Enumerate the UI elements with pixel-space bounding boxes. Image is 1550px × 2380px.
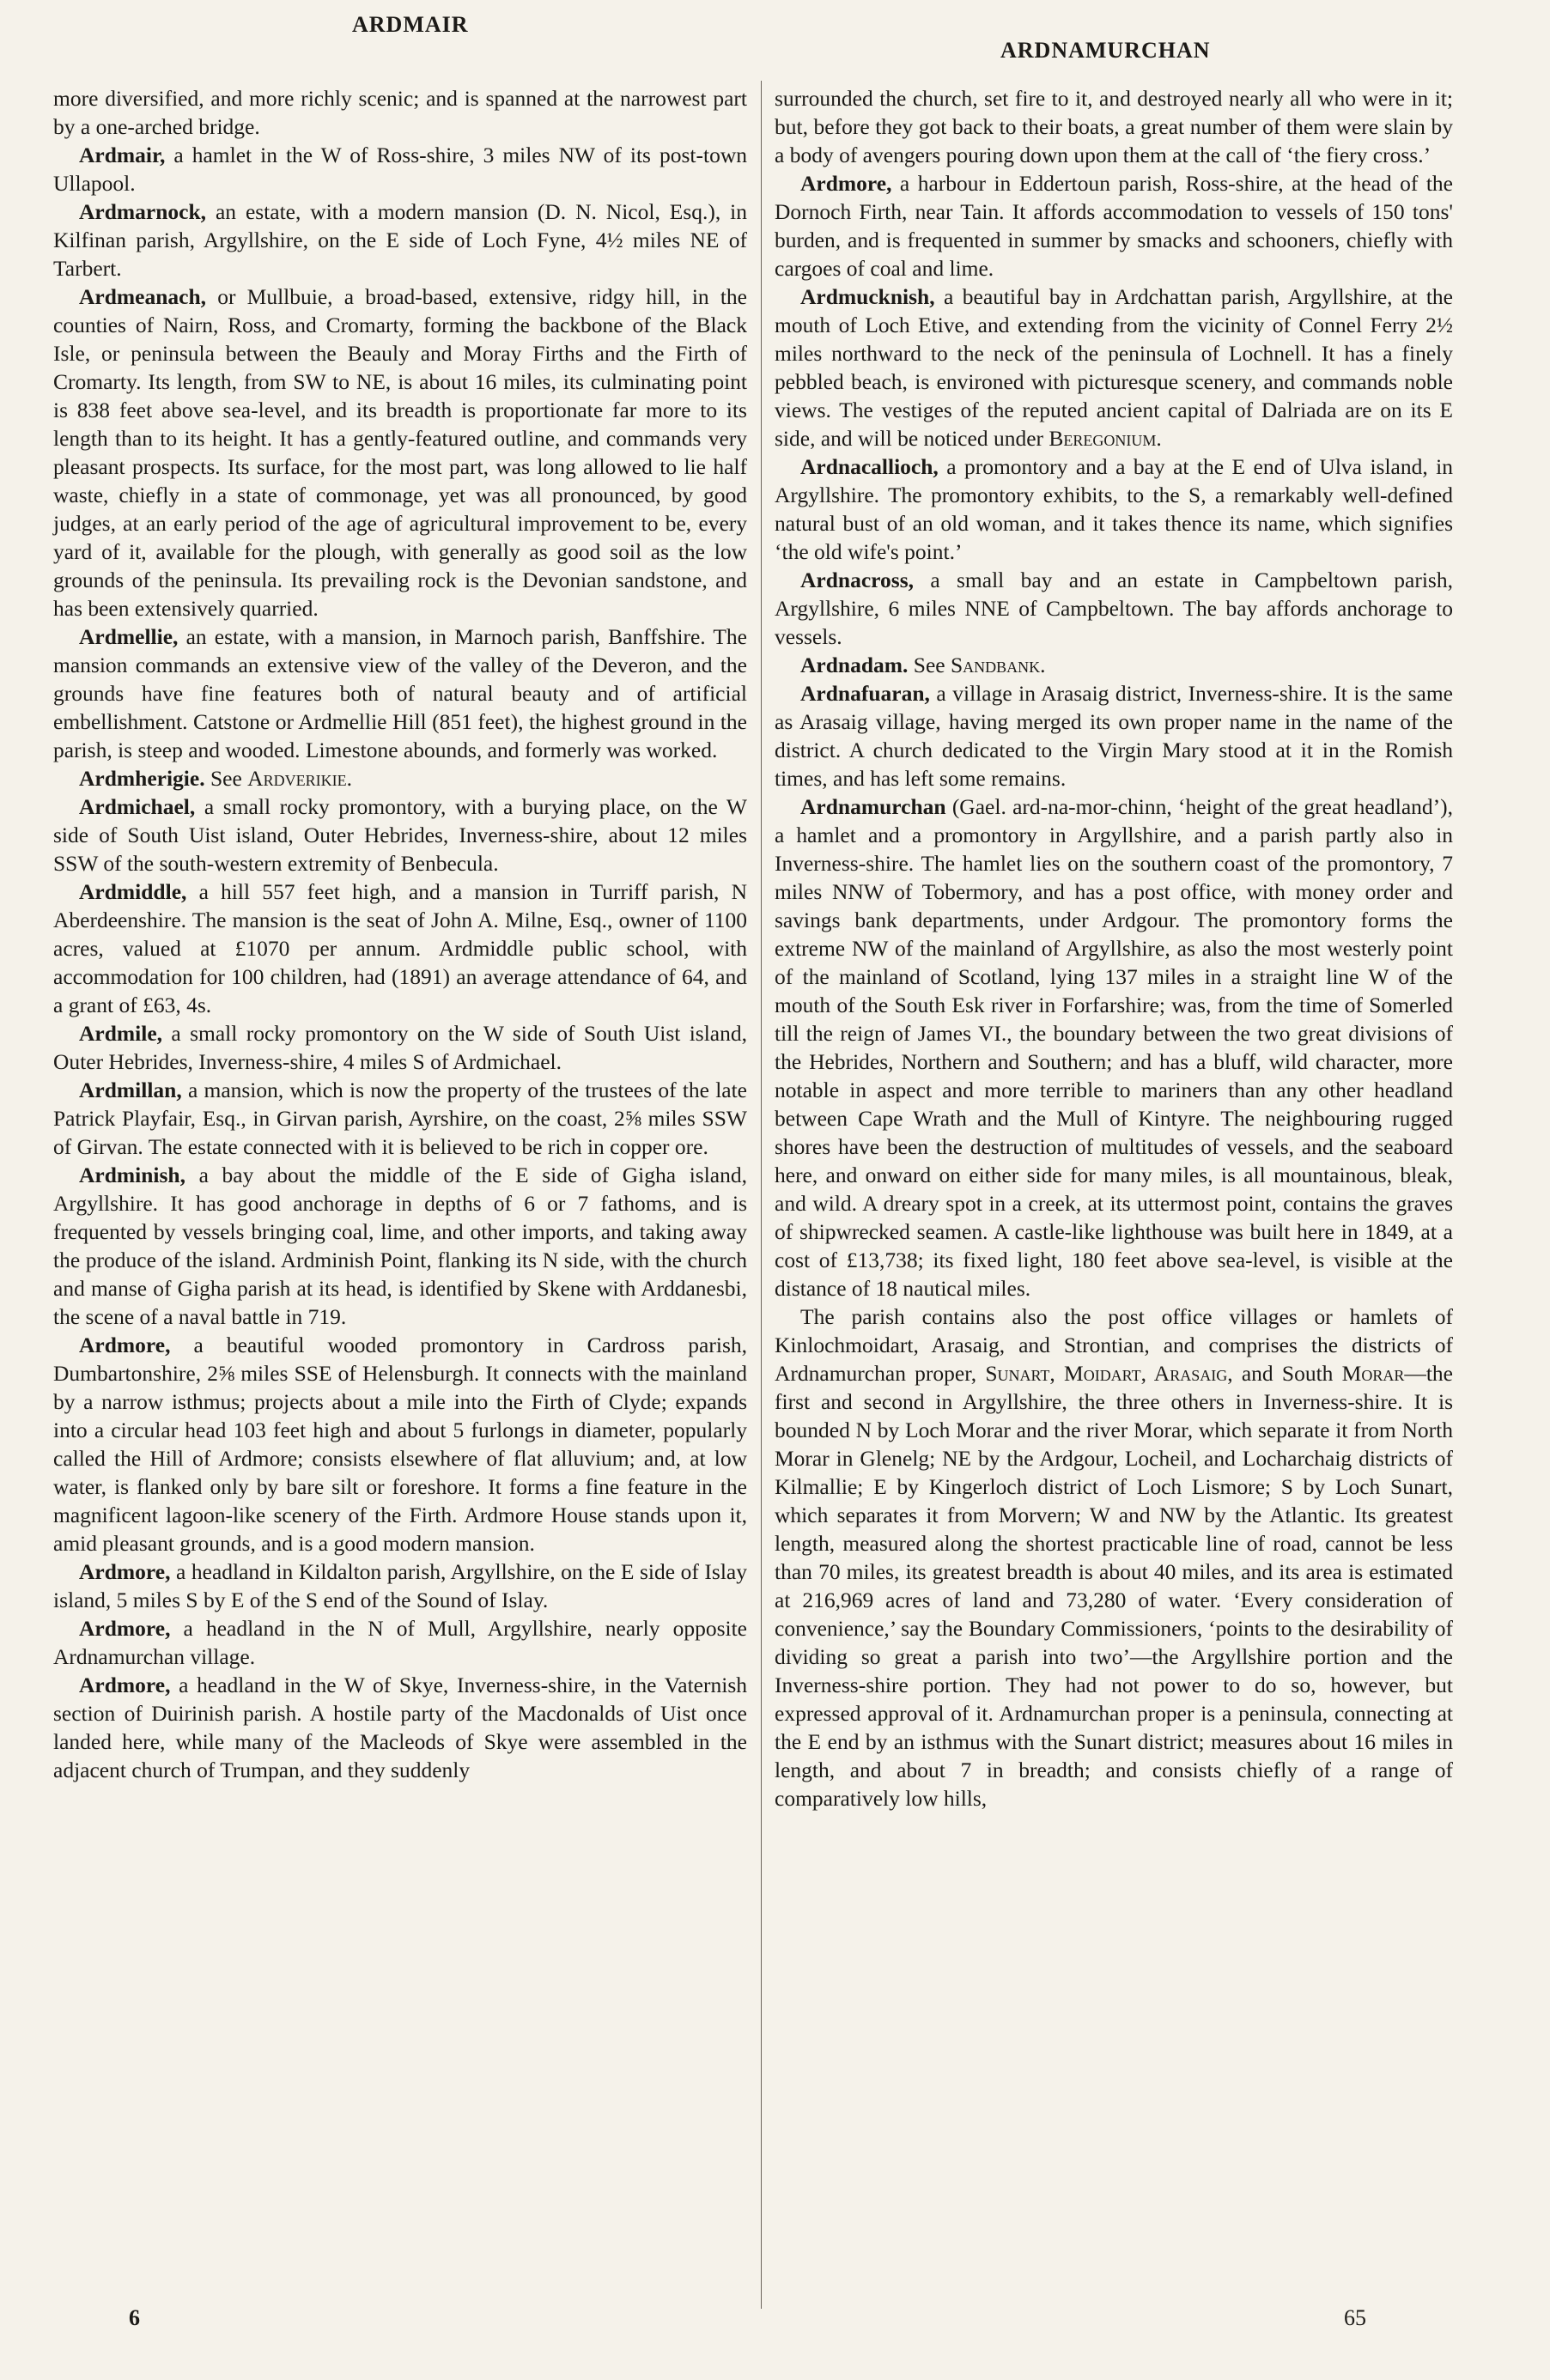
entry-text: more diversified, and more richly scenic; and is spanned at the narrowest part by a one-arched bridge. bbox=[53, 86, 747, 139]
entry-headword: Ardmichael, bbox=[79, 794, 196, 819]
entry-headword: Ardminish, bbox=[79, 1163, 185, 1187]
gazetteer-entry bbox=[53, 1557, 747, 1614]
entry-text: surrounded the church, set fire to it, and destroyed nearly all who were in it; but, before they got back to their boats, a great number of them were slain by a body of avengers pouring down upon them at the call of ‘the fiery cross.’ bbox=[775, 86, 1453, 167]
entry-headword: Ardmarnock, bbox=[79, 199, 207, 224]
gazetteer-entry bbox=[775, 84, 1453, 169]
entry-headword: Ardmore, bbox=[800, 171, 892, 196]
entry-text: a beautiful wooded promontory in Cardross parish, Dumbartonshire, 2⅝ miles SSE of Helensburgh. It connects with the mainland by a narrow isthmus; projects about a mile into the Firth of Clyde; expands into a circular head 103 feet high and about 5 furlongs in diameter, popularly called the Hill of Ardmore; consists elsewhere of flat alluvium; and, at low water, is flanked only by bare silt or foreshore. It forms a fine feature in the magnificent lagoon-like scenery of the Firth. Ardmore House stands upon it, amid pleasant grounds, and is a good modern mansion. bbox=[53, 1333, 747, 1556]
entry-headword: Ardnacallioch, bbox=[800, 454, 939, 479]
entry-headword: Ardmellie, bbox=[79, 624, 179, 649]
running-head-right: ARDNAMURCHAN bbox=[1000, 38, 1211, 63]
entry-text: a headland in the W of Skye, Inverness-shire, in the Vaternish section of Duirinish parish. A hostile party of the Macdonalds of Uist once landed here, while many of the Macleods of Skye were assembled in the adjacent church of Trumpan, and they suddenly bbox=[53, 1673, 747, 1782]
entry-text: a village in Arasaig district, Inverness-shire. It is the same as Arasaig village, having merged its own proper name in the name of the district. A church dedicated to the Virgin Mary stood at it in the Romish times, and has left some remains. bbox=[775, 681, 1453, 791]
entry-headword: Ardnafuaran, bbox=[800, 681, 930, 706]
gazetteer-entry bbox=[53, 1161, 747, 1331]
entry-headword: Ardmeanach, bbox=[79, 284, 207, 309]
cross-reference: Morar bbox=[1341, 1361, 1405, 1386]
entry-text: a small rocky promontory, with a burying place, on the W side of South Uist island, Outer Hebrides, Inverness-shire, about 12 miles SSW of the south-western extremity of Benbecula. bbox=[53, 794, 747, 876]
entry-text: a small bay and an estate in Campbeltown parish, Argyllshire, 6 miles NNE of Campbeltown. The bay affords anchorage to vessels. bbox=[775, 568, 1453, 649]
entry-headword: Ardnamurchan bbox=[800, 794, 946, 819]
gazetteer-entry bbox=[775, 169, 1453, 282]
entry-text: . bbox=[1156, 426, 1162, 451]
entry-text: a beautiful bay in Ardchattan parish, Argyllshire, at the mouth of Loch Etive, and extending from the vicinity of Connel Ferry 2½ miles northward to the neck of the peninsula of Lochnell. It has a finely pebbled beach, is environed with picturesque scenery, and commands noble views. The vestiges of the reputed ancient capital of Dalriada are on its E side, and will be noticed under bbox=[775, 284, 1453, 451]
entry-text: an estate, with a mansion, in Marnoch parish, Banffshire. The mansion commands an extensive view of the valley of the Deveron, and the grounds have fine features both of natural beauty and of artificial embellishment. Catstone or Ardmellie Hill (851 feet), the highest ground in the parish, is steep and wooded. Limestone abounds, and formerly was worked. bbox=[53, 624, 747, 762]
cross-reference: Sunart, Moidart, Arasaig, bbox=[985, 1361, 1233, 1386]
entry-text: a headland in Kildalton parish, Argyllshire, on the E side of Islay island, 5 miles S by E of the S end of the Sound of Islay. bbox=[53, 1559, 747, 1612]
cross-reference: Ardverikie bbox=[247, 766, 347, 791]
entry-text: or Mullbuie, a broad-based, extensive, ridgy hill, in the counties of Nairn, Ross, and Cromarty, forming the backbone of the Black Isle, or peninsula between the Beauly and Moray Firths and the Firth of Cromarty. Its length, from SW to NE, is about 16 miles, its culminating point is 838 feet above sea-level, and its breadth is proportionate far more to its length than to its height. It has a gently-featured outline, and commands very pleasant prospects. Its surface, for the most part, was long allowed to lie half waste, chiefly in a state of commonage, yet was all pronounced, by good judges, at an early period of the age of agricultural improvement to be, every yard of it, available for the plough, with generally as good soil as the low grounds of the peninsula. Its prevailing rock is the Devonian sandstone, and has been extensively quarried. bbox=[53, 284, 747, 621]
gazetteer-entry bbox=[53, 84, 747, 141]
entry-text: a hill 557 feet high, and a mansion in Turriff parish, N Aberdeenshire. The mansion is the seat of John A. Milne, Esq., owner of 1100 acres, valued at £1070 per annum. Ardmiddle public school, with accommodation for 100 children, had (1891) an average attendance of 64, and a grant of £63, 4s. bbox=[53, 879, 747, 1017]
entry-headword: Ardmore, bbox=[79, 1673, 171, 1697]
entry-headword: Ardmore, bbox=[79, 1559, 171, 1584]
entry-text: a bay about the middle of the E side of Gigha island, Argyllshire. It has good anchorage in depths of 6 or 7 fathoms, and is frequented by vessels bringing coal, lime, and other imports, and taking away the produce of the island. Ardminish Point, flanking its N side, with the church and manse of Gigha parish at its head, is identified by Skene with Arddanesbi, the scene of a naval battle in 719. bbox=[53, 1163, 747, 1329]
gazetteer-entry bbox=[53, 877, 747, 1019]
entry-text: a mansion, which is now the property of the trustees of the late Patrick Playfair, Esq., in Girvan parish, Ayrshire, on the coast, 2⅝ miles SSW of Girvan. The estate connected with it is believed to be rich in copper ore. bbox=[53, 1078, 747, 1159]
column-divider bbox=[761, 81, 762, 2309]
gazetteer-entry bbox=[53, 1019, 747, 1076]
entry-headword: Ardnacross, bbox=[800, 568, 914, 592]
gazetteer-entry bbox=[775, 651, 1453, 679]
gazetteer-entry bbox=[775, 452, 1453, 566]
gazetteer-entry bbox=[53, 764, 747, 792]
gazetteer-entry bbox=[53, 1331, 747, 1557]
gazetteer-entry bbox=[775, 679, 1453, 792]
running-head-left: ARDMAIR bbox=[352, 12, 469, 37]
gazetteer-entry bbox=[53, 792, 747, 877]
cross-reference: Beregonium bbox=[1049, 426, 1157, 451]
gazetteer-entry bbox=[53, 1076, 747, 1161]
entry-headword: Ardmiddle, bbox=[79, 879, 187, 904]
page-number-right: 65 bbox=[1344, 2305, 1366, 2330]
entry-text: (Gael. ard-na-mor-chinn, ‘height of the great headland’), a hamlet and a promontory in Argyllshire, and a parish partly also in Inverness-shire. The hamlet lies on the southern coast of the promontory, 7 miles NNW of Tobermory, and has a post office, with money order and savings bank departments, under Ardgour. The promontory forms the extreme NW of the mainland of Argyllshire, as also the most westerly point of the mainland of Scotland, lying 137 miles in a straight line W of the mouth of the South Esk river in Forfarshire; was, from the time of Somerled till the reign of James VI., the boundary between the two great divisions of the Hebrides, Northern and Southern; and has a bluff, wild character, more notable in aspect and more terrible to mariners than any other headland between Cape Wrath and the Mull of Kintyre. The neighbouring rugged shores have been the destruction of multitudes of vessels, and the seaboard here, and onward on either side for many miles, is all mountainous, bleak, and wild. A dreary spot in a creek, at its uttermost point, contains the graves of shipwrecked seamen. A castle-like lighthouse was built here in 1849, at a cost of £13,738; its fixed light, 180 feet above sea-level, is visible at the distance of 18 nautical miles. bbox=[775, 794, 1453, 1301]
entry-text: a promontory and a bay at the E end of Ulva island, in Argyllshire. The promontory exhibits, to the S, a remarkably well-defined natural bust of an old woman, and it takes thence its name, which signifies ‘the old wife's point.’ bbox=[775, 454, 1453, 564]
entry-headword: Ardmair, bbox=[79, 143, 166, 167]
gazetteer-entry bbox=[775, 1302, 1453, 1812]
entry-text: and South bbox=[1232, 1361, 1342, 1386]
page-number-left: 6 bbox=[129, 2305, 140, 2330]
gazetteer-entry bbox=[53, 622, 747, 764]
gazetteer-entry bbox=[53, 1614, 747, 1671]
gazetteer-entry bbox=[53, 141, 747, 197]
entry-headword: Ardnadam. bbox=[800, 653, 909, 677]
gazetteer-entry bbox=[53, 197, 747, 282]
entry-text: . bbox=[346, 766, 352, 791]
entry-headword: Ardmile, bbox=[79, 1021, 163, 1046]
entry-text: . bbox=[1040, 653, 1046, 677]
gazetteer-entry bbox=[775, 792, 1453, 1302]
entry-headword: Ardmore, bbox=[79, 1616, 171, 1641]
entry-text: a small rocky promontory on the W side of South Uist island, Outer Hebrides, Inverness-shire, 4 miles S of Ardmichael. bbox=[53, 1021, 747, 1074]
gazetteer-entry bbox=[53, 282, 747, 622]
entry-text: —the first and second in Argyllshire, the three others in Inverness-shire. It is bounded N by Loch Morar and the river Morar, which separate it from North Morar in Glenelg; NE by the Ardgour, Locheil, and Locharchaig districts of Kilmallie; E by Kingerloch district of Loch Lismore; S by Loch Sunart, which separates it from Morvern; W and NW by the Atlantic. Its greatest length, measured along the shortest practicable line of road, cannot be less than 70 miles, its greatest breadth is about 40 miles, and its area is estimated at 216,969 acres of land and 73,280 of water. ‘Every consideration of convenience,’ say the Boundary Commissioners, ‘points to the desirability of dividing so great a parish into two’—the Argyllshire portion and the Inverness-shire portion. They had not power to do so, however, but expressed approval of it. Ardnamurchan proper is a peninsula, connecting at the E end by an isthmus with the Sunart district; measures about 16 miles in length, and about 7 in breadth; and consists chiefly of a range of comparatively low hills, bbox=[775, 1361, 1453, 1811]
entry-text: a harbour in Eddertoun parish, Ross-shire, at the head of the Dornoch Firth, near Tain. It affords accommodation to vessels of 150 tons' burden, and is frequented in summer by smacks and schooners, chiefly with cargoes of coal and lime. bbox=[775, 171, 1453, 281]
entry-text: an estate, with a modern mansion (D. N. Nicol, Esq.), in Kilfinan parish, Argyllshire, on the E side of Loch Fyne, 4½ miles NE of Tarbert. bbox=[53, 199, 747, 281]
entry-text: See bbox=[908, 653, 951, 677]
left-column bbox=[53, 84, 747, 1784]
gazetteer-entry bbox=[775, 282, 1453, 452]
right-column bbox=[775, 84, 1453, 1812]
entry-text: a hamlet in the W of Ross-shire, 3 miles NW of its post-town Ullapool. bbox=[53, 143, 747, 196]
entry-text: The parish contains also the post office villages or hamlets of Kinlochmoidart, Arasaig, and Strontian, and comprises the districts of Ardnamurchan proper, bbox=[775, 1304, 1453, 1386]
gazetteer-entry bbox=[775, 566, 1453, 651]
entry-headword: Ardmucknish, bbox=[800, 284, 935, 309]
gazetteer-entry bbox=[53, 1671, 747, 1784]
cross-reference: Sandbank bbox=[950, 653, 1041, 677]
entry-headword: Ardmherigie. bbox=[79, 766, 205, 791]
entry-headword: Ardmillan, bbox=[79, 1078, 182, 1102]
entry-text: See bbox=[204, 766, 248, 791]
entry-headword: Ardmore, bbox=[79, 1333, 171, 1357]
entry-text: a headland in the N of Mull, Argyllshire, nearly opposite Ardnamurchan village. bbox=[53, 1616, 747, 1669]
